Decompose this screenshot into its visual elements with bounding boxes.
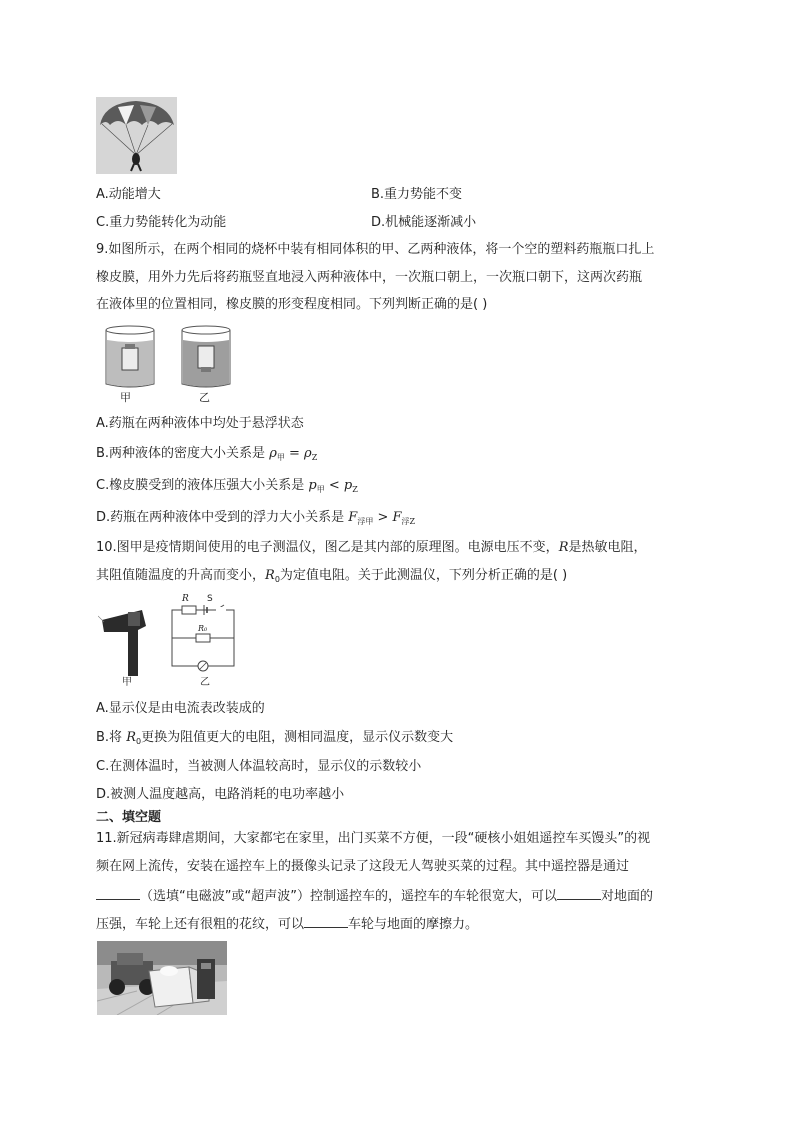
q11-line3: （选填“电磁波”或“超声波”）控制遥控车的，遥控车的车轮很宽大，可以 对地面的 xyxy=(96,885,653,907)
q10-circuit-r-label: R xyxy=(182,594,189,604)
q10-option-a: A.显示仪是由电流表改装成的 xyxy=(96,701,265,716)
q10-stem-line1: 10.图甲是疫情期间使用的电子测温仪，图乙是其内部的原理图。电源电压不变，R是热敏电阻， xyxy=(96,540,647,555)
answer-blank-3[interactable] xyxy=(304,913,348,928)
rc-car-image xyxy=(97,941,227,1015)
parachute-figure xyxy=(96,97,177,174)
q9-option-d-text: D.药瓶在两种液体中受到的浮力大小关系是 xyxy=(96,510,345,525)
q9-option-c-text: C.橡皮膜受到的液体压强大小关系是 xyxy=(96,478,305,493)
q11-line2: 频在网上流传，安装在遥控车上的摄像头记录了这段无人驾驶买菜的过程。其中遥控器是通过 xyxy=(96,859,630,874)
q8-option-d: D.机械能逐渐减小 xyxy=(371,215,477,230)
q9-fig-label-left: 甲 xyxy=(120,391,131,404)
q10-stem-line2: 其阻值随温度的升高而变小，$R_0$为定值电阻。关于此测温仪，下列分析正确的是( ) xyxy=(96,568,568,584)
q10-option-c: C.在测体温时，当被测人体温较高时，显示仪的示数较小 xyxy=(96,759,422,774)
q9-stem-line2: 橡皮膜，用外力先后将药瓶竖直地浸入两种液体中，一次瓶口朝上，一次瓶口朝下，这两次药瓶 xyxy=(96,270,643,285)
q8-option-a: A.动能增大 xyxy=(96,187,161,202)
parachute-image xyxy=(96,97,177,174)
q9-option-b-formula: $\rho_甲 = \rho_Z$ xyxy=(269,446,318,462)
thermometer-circuit-diagram xyxy=(98,598,248,690)
q9-option-b xyxy=(96,444,317,468)
q9-option-c-formula: $p_甲 < p_Z$ xyxy=(308,478,358,494)
q11-line1: 11.新冠病毒肆虐期间，大家都宅在家里，出门买菜不方便，一段“硬核小姐姐遥控车买馒头”的视 xyxy=(96,831,651,846)
q10-thermometer-figure xyxy=(98,598,248,690)
q10-circuit-r0-label: R₀ xyxy=(198,624,208,633)
q10-circuit-s-label: S xyxy=(207,594,213,604)
section-heading: 二、填空题 xyxy=(96,810,162,825)
q11-line4: 压强，车轮上还有很粗的花纹，可以 车轮与地面的摩擦力。 xyxy=(96,913,478,935)
q9-stem-line1: 9.如图所示，在两个相同的烧杯中装有相同体积的甲、乙两种液体，将一个空的塑料药瓶瓶口扎上 xyxy=(96,242,655,257)
rc-car-figure xyxy=(97,941,227,1015)
q9-option-d xyxy=(96,508,415,532)
answer-blank-2[interactable] xyxy=(557,885,601,900)
answer-blank-1[interactable] xyxy=(96,885,140,900)
q10-option-d: D.被测人温度越高，电路消耗的电功率越小 xyxy=(96,787,345,802)
q9-option-b-text: B.两种液体的密度大小关系是 xyxy=(96,446,266,461)
q9-option-c xyxy=(96,476,358,500)
q10-option-b: B.将 $R_0$更换为阻值更大的电阻，测相同温度，显示仪示数变大 xyxy=(96,730,454,746)
q8-option-b: B.重力势能不变 xyxy=(371,187,463,202)
q10-fig-label-right: 乙 xyxy=(200,677,210,688)
q9-option-d-formula: $F_{浮甲} > F_{浮Z}$ xyxy=(348,510,416,526)
q9-option-a: A.药瓶在两种液体中均处于悬浮状态 xyxy=(96,416,304,431)
q8-option-c: C.重力势能转化为动能 xyxy=(96,215,227,230)
q9-stem-line3: 在液体里的位置相同，橡皮膜的形变程度相同。下列判断正确的是( ) xyxy=(96,297,488,312)
q10-fig-label-left: 甲 xyxy=(122,677,132,688)
q9-fig-label-right: 乙 xyxy=(199,391,210,404)
